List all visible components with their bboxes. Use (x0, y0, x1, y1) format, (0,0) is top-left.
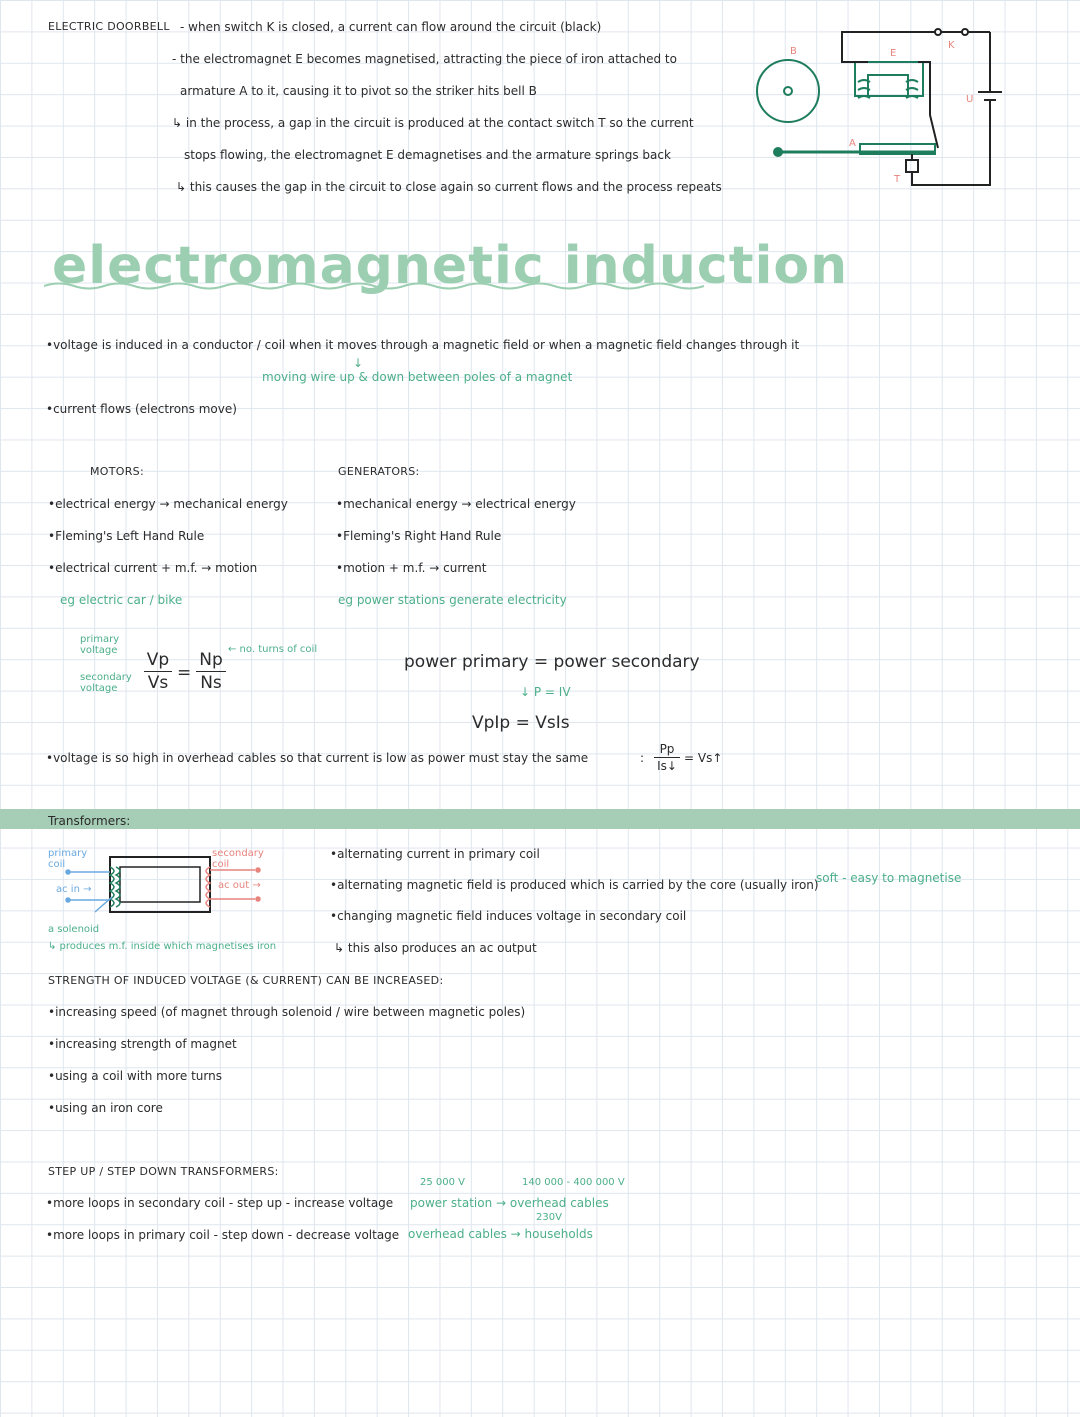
strength-item-3: •using a coil with more turns (48, 1069, 222, 1083)
generators-item-2: •Fleming's Right Hand Rule (336, 529, 502, 543)
power-iv: ↓ P = IV (520, 685, 571, 699)
generators-example: eg power stations generate electricity (338, 593, 567, 607)
stepup-item-2: •more loops in primary coil - step down - decrease voltage (46, 1228, 400, 1242)
np-over-ns (196, 650, 226, 693)
doorbell-circuit-diagram (750, 20, 1010, 200)
label-t: T (894, 174, 901, 185)
heading-underline (44, 280, 714, 294)
strength-item-2: •increasing strength of magnet (48, 1037, 237, 1051)
down-arrow: ↓ (353, 356, 364, 370)
fraction-line (654, 757, 680, 758)
generators-item-3: •motion + m.f. → current (336, 561, 487, 575)
generators-item-1: •mechanical energy → electrical energy (336, 497, 576, 511)
route-households: overhead cables → households (408, 1227, 593, 1241)
vs-up: = Vs↑ (684, 751, 723, 765)
is: Is↓ (657, 759, 677, 773)
label-u: U (966, 94, 974, 105)
vpip-equation: VpIp = VsIs (472, 713, 570, 733)
voltage-230: 230V (536, 1212, 562, 1223)
label-k: K (948, 40, 955, 51)
solenoid-label: a solenoid (48, 924, 100, 935)
doorbell-line-4: ↳ in the process, a gap in the circuit is produced at the contact switch T so the current (172, 116, 694, 130)
pp-over-is (654, 742, 680, 773)
doorbell-line-3: armature A to it, causing it to pivot so the striker hits bell B (180, 84, 537, 98)
transformer-point-4: ↳ this also produces an ac output (334, 941, 537, 955)
induction-note: moving wire up & down between poles of a magnet (262, 370, 573, 384)
colon: : (640, 751, 645, 765)
transformer-diagram (60, 852, 270, 922)
transformer-point-3: •changing magnetic field induces voltage in secondary coil (330, 909, 687, 923)
voltage-range: 140 000 - 400 000 V (522, 1177, 625, 1188)
label-e: E (890, 48, 897, 59)
ac-out-label: ac out → (218, 880, 261, 891)
strength-item-1: •increasing speed (of magnet through solenoid / wire between magnetic poles) (48, 1005, 526, 1019)
primary-coil-label: primary coil (48, 848, 88, 870)
transformer-point-2: •alternating magnetic field is produced which is carried by the core (usually iron) (330, 878, 819, 892)
power-equation: power primary = power secondary (404, 652, 700, 672)
strength-title: STRENGTH OF INDUCED VOLTAGE (& CURRENT) CAN BE INCREASED: (48, 974, 444, 987)
doorbell-line-1: - when switch K is closed, a current can flow around the circuit (black) (180, 20, 602, 34)
motors-item-1: •electrical energy → mechanical energy (48, 497, 288, 511)
label-a: A (849, 138, 856, 149)
section-divider (0, 809, 1080, 829)
doorbell-line-5: stops flowing, the electromagnet E demagnetises and the armature springs back (184, 148, 671, 162)
motors-item-3: •electrical current + m.f. → motion (48, 561, 258, 575)
np: Np (199, 650, 223, 670)
doorbell-line-6: ↳ this causes the gap in the circuit to close again so current flows and the process repeats (176, 180, 722, 194)
induction-bullet-2: •current flows (electrons move) (46, 402, 237, 416)
pp: Pp (659, 742, 675, 756)
secondary-coil-label: secondary coil (212, 848, 264, 870)
cables-note: •voltage is so high in overhead cables so that current is low as power must stay the same (46, 751, 589, 765)
label-b: B (790, 46, 797, 57)
motors-example: eg electric car / bike (60, 593, 183, 607)
vp-over-vs (144, 650, 172, 693)
stepup-title: STEP UP / STEP DOWN TRANSFORMERS: (48, 1165, 279, 1178)
soft-iron-note: soft - easy to magnetise (816, 871, 962, 885)
secondary-voltage-label: secondary voltage (80, 672, 132, 694)
fraction-line (196, 671, 226, 672)
induction-bullet-1: •voltage is induced in a conductor / coil when it moves through a magnetic field or when a magnetic field changes through it (46, 338, 800, 352)
primary-voltage-label: primary voltage (80, 634, 120, 656)
vp: Vp (146, 650, 170, 670)
transformers-title: Transformers: (48, 814, 131, 828)
turns-note: ← no. turns of coil (228, 644, 318, 655)
transformer-point-1: •alternating current in primary coil (330, 847, 540, 861)
strength-item-4: •using an iron core (48, 1101, 163, 1115)
fraction-line (144, 671, 172, 672)
equals-sign: = (177, 663, 192, 683)
page-title: electromagnetic induction (52, 236, 849, 296)
voltage-25000: 25 000 V (420, 1177, 466, 1188)
route-power-station: power station → overhead cables (410, 1196, 609, 1210)
solenoid-note: ↳ produces m.f. inside which magnetises iron (48, 941, 277, 952)
generators-title: GENERATORS: (338, 465, 420, 478)
motors-item-2: •Fleming's Left Hand Rule (48, 529, 205, 543)
ns: Ns (200, 673, 222, 693)
motors-title: MOTORS: (90, 465, 144, 478)
doorbell-title: ELECTRIC DOORBELL (48, 20, 170, 33)
stepup-item-1: •more loops in secondary coil - step up - increase voltage (46, 1196, 394, 1210)
doorbell-line-2: - the electromagnet E becomes magnetised, attracting the piece of iron attached to (172, 52, 677, 66)
vs: Vs (147, 673, 169, 693)
ac-in-label: ac in → (56, 884, 92, 895)
